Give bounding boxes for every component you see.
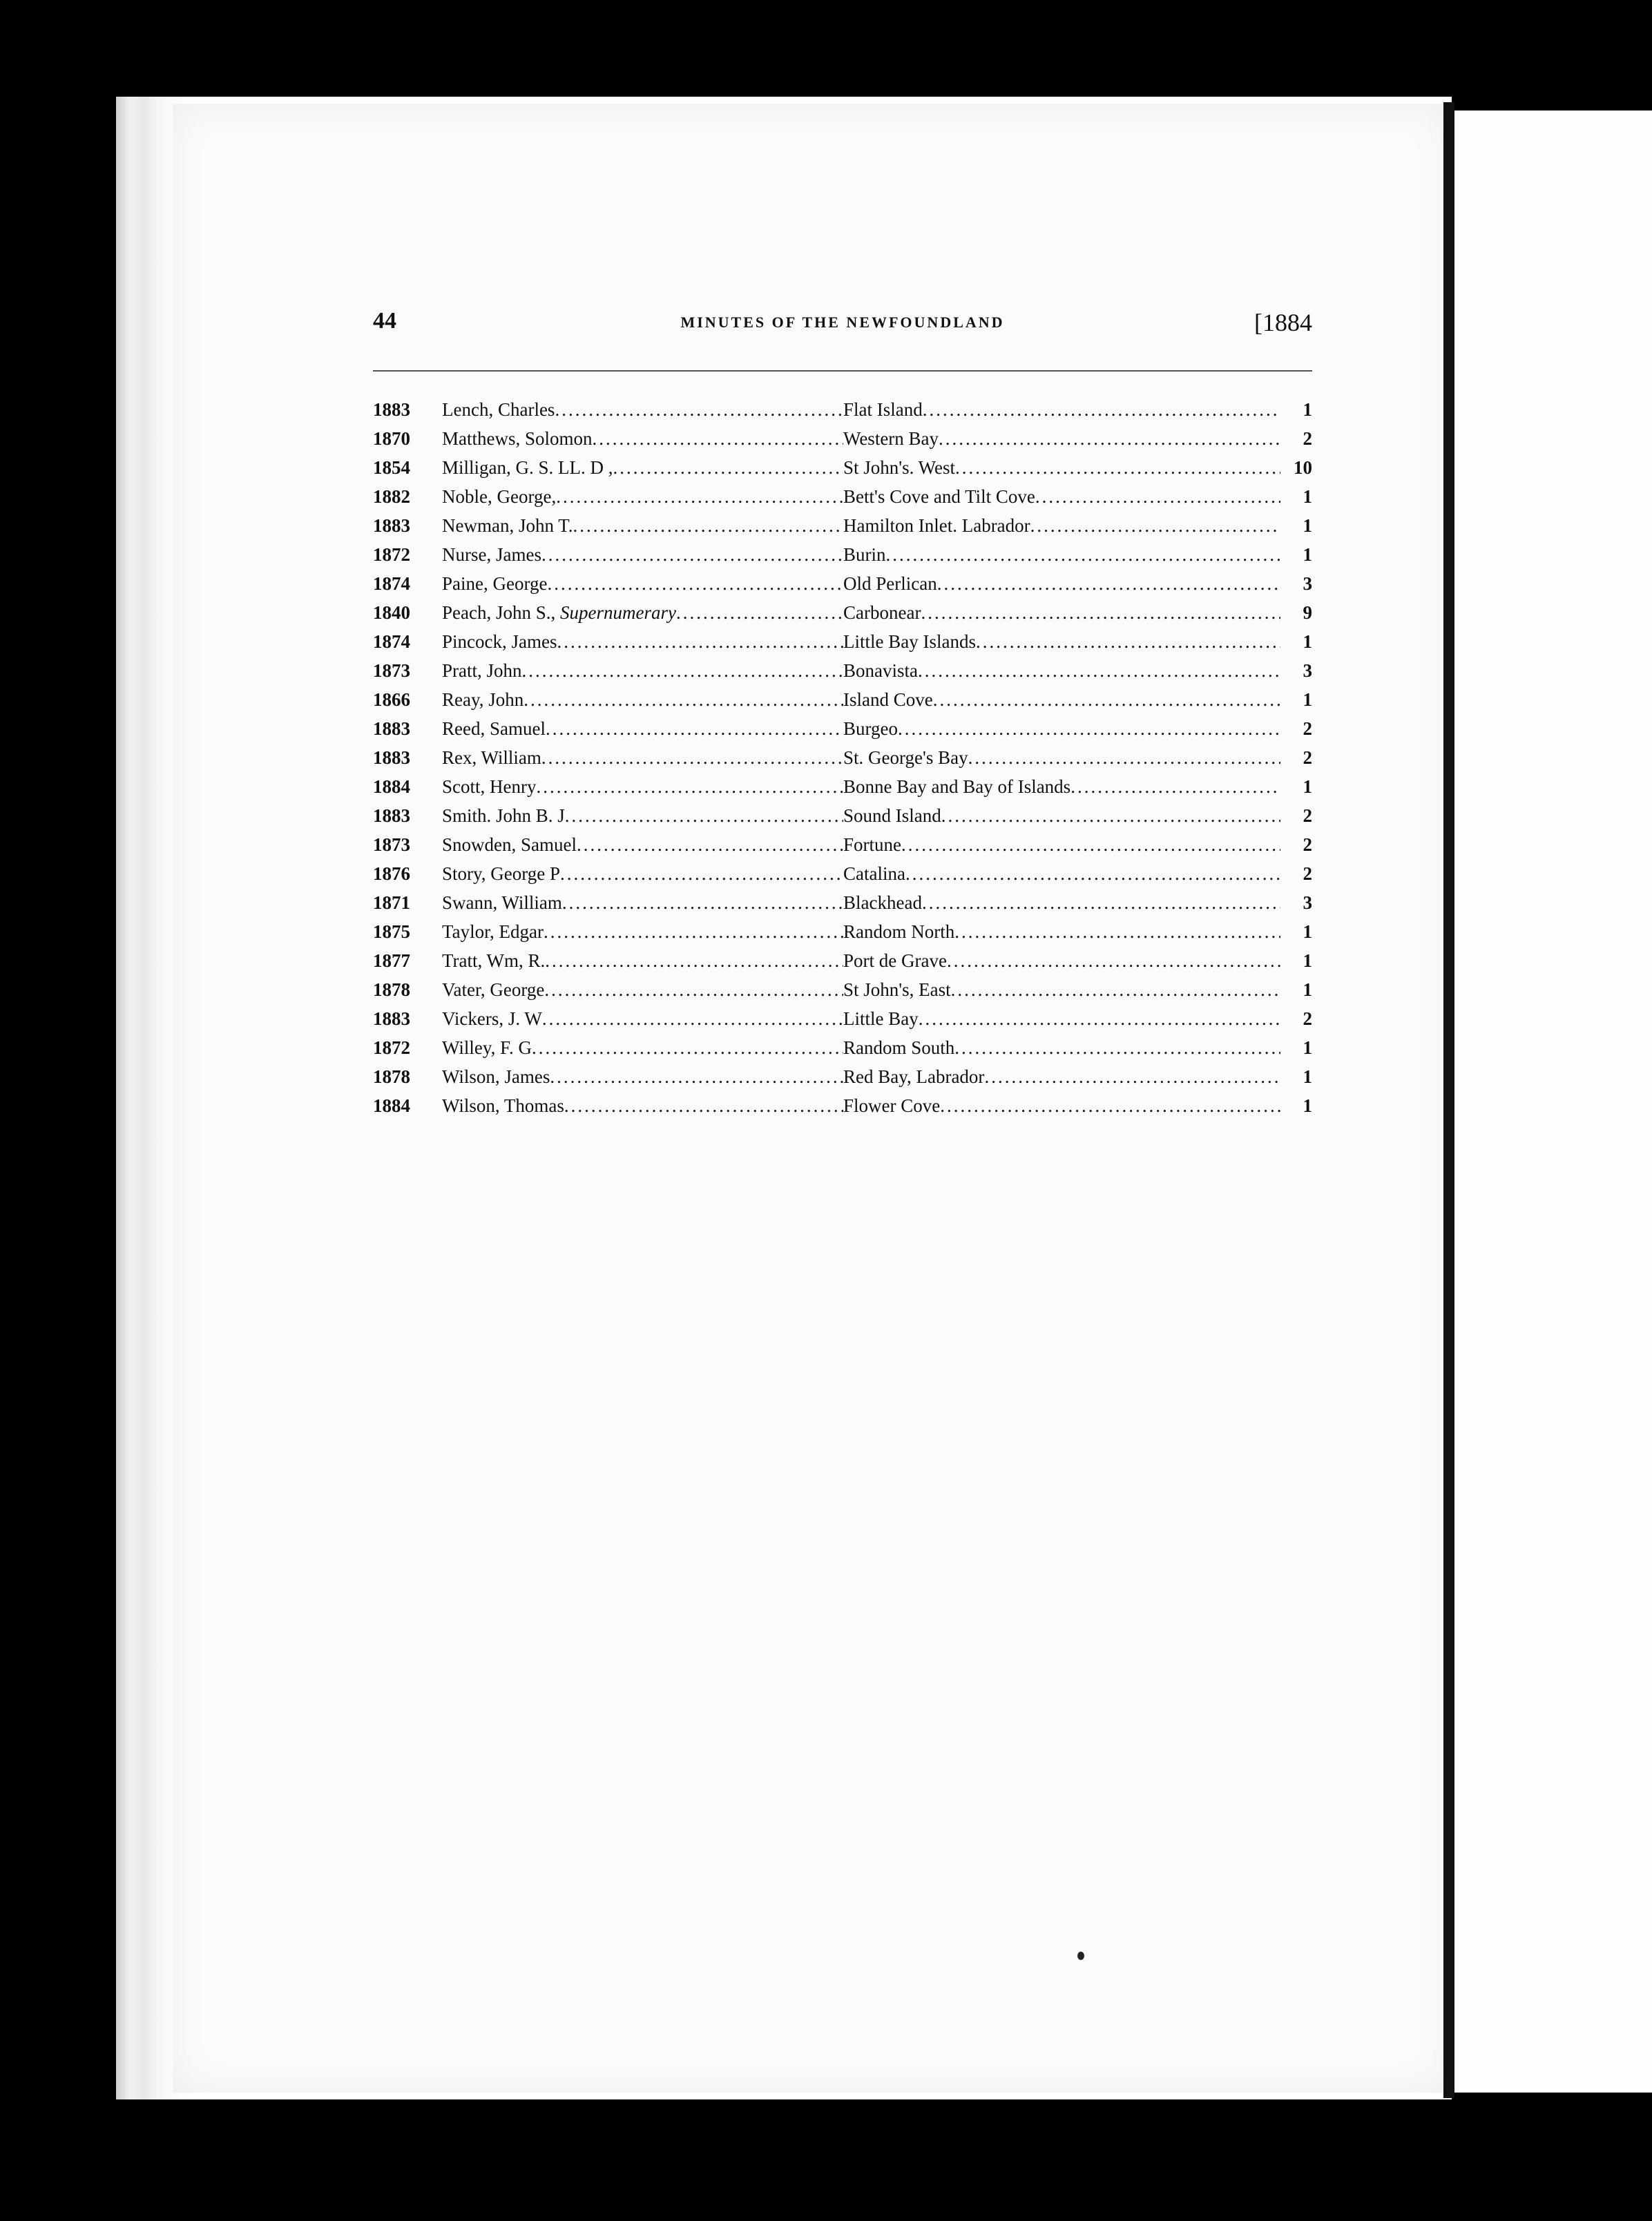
minister-name-text: Reed, Samuel [442,718,546,739]
station-name [843,946,1280,975]
leader-dots [984,1066,1280,1087]
station-name-text: Burgeo [843,718,898,739]
station-name-text: St. George's Bay [843,747,968,768]
station-name-text: Burin [843,544,886,565]
leader-dots [1035,486,1280,507]
minister-name-text: Rex, William [442,747,541,768]
station-name [843,975,1280,1004]
entry-year: 1884 [373,776,410,797]
entry-year: 1874 [373,631,410,652]
station-name [843,772,1280,801]
minister-name [442,511,843,540]
entry-year: 1872 [373,1037,410,1058]
leader-dots [955,457,1280,478]
entry-year: 1878 [373,979,410,1000]
years-on-station: 1 [1303,1037,1312,1058]
roll-row [373,511,1312,540]
station-name-text: Bonne Bay and Bay of Islands [843,776,1071,797]
minister-name-text: Tratt, Wm, R. [442,950,546,971]
leader-dots [546,718,843,739]
station-name-text: Sound Island [843,805,941,826]
station-name [843,627,1280,656]
station-name [843,482,1280,511]
leader-dots [532,1037,843,1058]
minister-name [442,569,843,598]
station-name [843,801,1280,830]
entry-year: 1866 [373,689,410,710]
page-number: 44 [373,308,396,334]
roll-row [373,482,1312,511]
station-name-text: Flat Island [843,399,923,420]
leader-dots [522,660,843,681]
minister-name [442,859,843,888]
minister-name [442,1062,843,1091]
entry-year: 1875 [373,921,410,942]
roll-row [373,424,1312,453]
station-name [843,1062,1280,1091]
entry-year: 1871 [373,892,410,913]
leader-dots [547,573,843,594]
leader-dots [939,428,1280,449]
station-name-text: St John's. West [843,457,955,478]
minister-name [442,482,843,511]
station-name [843,569,1280,598]
leader-dots [676,602,843,623]
station-name-text: Flower Cove [843,1095,941,1116]
minister-name-text: Scott, Henry [442,776,537,797]
roll-row [373,540,1312,569]
leader-dots [536,776,843,797]
running-title: MINUTES OF THE NEWFOUNDLAND [680,314,1005,331]
entry-year: 1882 [373,486,410,507]
station-name [843,453,1280,482]
facing-page [1454,110,1652,2093]
minister-name-text: Wilson, Thomas [442,1095,564,1116]
roll-row [373,946,1312,975]
minister-name-text: Newman, John T. [442,515,573,536]
years-on-station: 10 [1294,457,1312,478]
years-on-station: 1 [1303,979,1312,1000]
leader-dots [545,950,843,971]
leader-dots [901,834,1280,855]
minister-name [442,830,843,859]
leader-dots [933,689,1280,710]
leader-dots [555,399,843,420]
years-on-station: 2 [1303,863,1312,884]
leader-dots [918,660,1280,681]
minister-name-text: Willey, F. G [442,1037,532,1058]
minister-name [442,685,843,714]
minister-name-text: Lench, Charles [442,399,555,420]
years-on-station: 1 [1303,921,1312,942]
entry-year: 1883 [373,747,410,768]
minister-name [442,801,843,830]
station-name-text: St John's, East [843,979,951,1000]
years-on-station: 3 [1303,573,1312,594]
leader-dots [577,834,843,855]
roll-row [373,598,1312,627]
station-name [843,656,1280,685]
minister-name-text: Pratt, John [442,660,522,681]
years-on-station: 1 [1303,486,1312,507]
roll-row [373,627,1312,656]
entry-year: 1872 [373,544,410,565]
leader-dots [524,689,843,710]
minister-name-text: Milligan, G. S. LL. D , [442,457,613,478]
station-name-text: Bonavista [843,660,918,681]
minister-name-text: Matthews, Solomon [442,428,593,449]
entry-year: 1883 [373,515,410,536]
leader-dots [937,573,1280,594]
minister-name [442,917,843,946]
leader-dots [919,1008,1280,1029]
leader-dots [564,1095,843,1116]
leader-dots [565,805,843,826]
years-on-station: 1 [1303,544,1312,565]
leader-dots [541,544,843,565]
years-on-station: 1 [1303,689,1312,710]
entry-year: 1873 [373,660,410,681]
leader-dots [905,863,1280,884]
station-name-text: Red Bay, Labrador [843,1066,985,1087]
years-on-station: 1 [1303,399,1312,420]
minister-name [442,975,843,1004]
leader-dots [557,631,843,652]
minister-name-text: Noble, George, [442,486,557,507]
leader-dots [560,863,843,884]
years-on-station: 1 [1303,515,1312,536]
leader-dots [541,747,843,768]
years-on-station: 3 [1303,892,1312,913]
minister-name [442,772,843,801]
print-speck [1077,1952,1084,1960]
entry-year: 1877 [373,950,410,971]
leader-dots [1030,515,1280,536]
minister-name-text: Vater, George [442,979,545,1000]
leader-dots [941,805,1280,826]
minister-name [442,946,843,975]
entry-year: 1840 [373,602,410,623]
minister-name-text: Snowden, Samuel [442,834,577,855]
years-on-station: 2 [1303,747,1312,768]
years-on-station: 3 [1303,660,1312,681]
station-name [843,540,1280,569]
roll-row [373,801,1312,830]
station-name-text: Bett's Cove and Tilt Cove [843,486,1035,507]
roll-row [373,1091,1312,1120]
entry-year: 1883 [373,805,410,826]
minister-name-text: Peach, John S., [442,602,560,623]
minister-name [442,424,843,453]
station-name [843,917,1280,946]
years-on-station: 2 [1303,805,1312,826]
leader-dots [923,399,1280,420]
entry-year: 1883 [373,718,410,739]
leader-dots [951,979,1280,1000]
entry-year: 1883 [373,399,410,420]
years-on-station: 2 [1303,1008,1312,1029]
minister-name-text: Smith. John B. J [442,805,565,826]
leader-dots [922,892,1280,913]
years-on-station: 9 [1303,602,1312,623]
entry-year: 1874 [373,573,410,594]
roll-row [373,714,1312,743]
leader-dots [613,457,844,478]
minister-name [442,656,843,685]
roll-row [373,859,1312,888]
station-name-text: Catalina [843,863,905,884]
station-name [843,1033,1280,1062]
station-name [843,395,1280,424]
leader-dots [898,718,1280,739]
station-name [843,511,1280,540]
minister-name [442,743,843,772]
minister-name-text: Nurse, James [442,544,541,565]
minister-name-text: Reay, John [442,689,524,710]
leader-dots [976,631,1280,652]
roll-row [373,395,1312,424]
station-name-text: Blackhead [843,892,922,913]
entry-year: 1878 [373,1066,410,1087]
roll-row [373,743,1312,772]
entry-year: 1873 [373,834,410,855]
station-name-text: Hamilton Inlet. Labrador [843,515,1030,536]
leader-dots [921,602,1280,623]
minister-name [442,453,843,482]
station-name [843,1004,1280,1033]
leader-dots [562,892,843,913]
roll-row [373,830,1312,859]
station-name [843,743,1280,772]
minister-name [442,598,843,627]
roll-row [373,656,1312,685]
station-name-text: Carbonear [843,602,921,623]
roll-row [373,1062,1312,1091]
leader-dots [968,747,1280,768]
years-on-station: 1 [1303,776,1312,797]
leader-dots [593,428,843,449]
years-on-station: 2 [1303,718,1312,739]
roll-row [373,453,1312,482]
header-year: [1884 [1254,309,1312,336]
leader-dots [544,979,843,1000]
station-name-text: Fortune [843,834,901,855]
roll-row [373,888,1312,917]
minister-name-text: Pincock, James [442,631,557,652]
station-name-text: Little Bay [843,1008,919,1029]
roll-row [373,569,1312,598]
minister-name [442,1091,843,1120]
station-name-text: Port de Grave [843,950,947,971]
roll-row [373,772,1312,801]
leader-dots [886,544,1280,565]
minister-name-text: Paine, George [442,573,548,594]
entry-year: 1854 [373,457,410,478]
minister-name-text: Taylor, Edgar [442,921,544,942]
years-on-station: 1 [1303,631,1312,652]
minister-name-text: Swann, William [442,892,562,913]
leader-dots [542,1008,843,1029]
leader-dots [573,515,843,536]
roll-row [373,1004,1312,1033]
station-name [843,598,1280,627]
station-name-text: Island Cove [843,689,933,710]
station-name [843,830,1280,859]
station-name-text: Random South [843,1037,955,1058]
years-on-station: 1 [1303,950,1312,971]
header-rule [373,370,1312,372]
roll-row [373,975,1312,1004]
station-name-text: Western Bay [843,428,939,449]
roll-row [373,685,1312,714]
minister-name [442,714,843,743]
entry-year: 1876 [373,863,410,884]
years-on-station: 2 [1303,834,1312,855]
leader-dots [550,1066,843,1087]
station-name [843,888,1280,917]
station-name [843,424,1280,453]
minister-name-text: Vickers, J. W [442,1008,542,1029]
minister-name [442,1033,843,1062]
years-on-station: 2 [1303,428,1312,449]
leader-dots [544,921,843,942]
page-gutter [1443,102,1454,2098]
leader-dots [954,1037,1280,1058]
leader-dots [1070,776,1280,797]
page-header [373,308,1312,343]
minister-status: Supernumerary [560,602,676,623]
leader-dots [947,950,1280,971]
years-on-station: 1 [1303,1095,1312,1116]
station-name-text: Random North [843,921,955,942]
leader-dots [556,486,843,507]
leader-dots [940,1095,1280,1116]
roll-row [373,1033,1312,1062]
stations-roll [373,395,1312,1120]
station-name [843,685,1280,714]
years-on-station: 1 [1303,1066,1312,1087]
station-name-text: Old Perlican [843,573,937,594]
entry-year: 1870 [373,428,410,449]
minister-name-text: Wilson, James [442,1066,550,1087]
minister-name [442,1004,843,1033]
roll-row [373,917,1312,946]
station-name [843,1091,1280,1120]
minister-name-text: Story, George P [442,863,560,884]
station-name [843,859,1280,888]
station-name [843,714,1280,743]
entry-year: 1883 [373,1008,410,1029]
entry-year: 1884 [373,1095,410,1116]
minister-name [442,627,843,656]
minister-name [442,540,843,569]
leader-dots [954,921,1280,942]
minister-name [442,395,843,424]
minister-name [442,888,843,917]
station-name-text: Little Bay Islands [843,631,976,652]
